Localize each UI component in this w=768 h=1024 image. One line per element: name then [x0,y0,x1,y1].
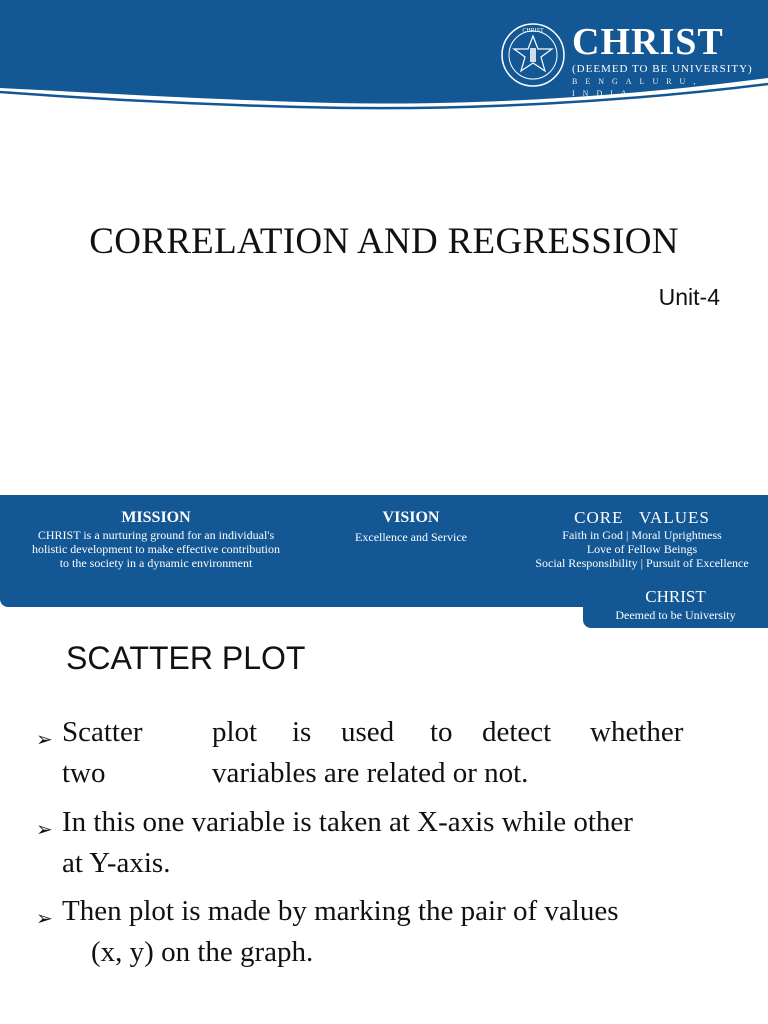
mission-block [18,508,294,570]
university-subtitle: Deemed to be University [615,608,736,622]
core-values-line: Love of Fellow Beings [586,542,698,556]
brand-subtitle: (DEEMED TO BE UNIVERSITY) [572,63,753,75]
core-values-block [520,508,764,570]
mission-line: to the society in a dynamic environment [59,556,253,570]
core-values-line: Social Responsibility | Pursuit of Excellence [535,556,749,570]
brand-name: CHRIST [572,21,724,63]
mission-heading: MISSION [121,509,191,526]
arrow-bullet-icon: ➢ [36,819,53,841]
core-values-heading: CORE VALUES [574,508,710,527]
slide-subtitle: Unit-4 [658,284,720,310]
vision-text: Excellence and Service [355,530,467,544]
university-seal-icon [500,22,566,88]
core-values-line: Faith in God | Moral Uprightness [562,528,722,542]
svg-text:CHRIST: CHRIST [522,28,544,34]
slide-title: CORRELATION AND REGRESSION [89,221,679,262]
section-title: SCATTER PLOT [66,640,306,676]
arrow-bullet-icon: ➢ [36,908,53,930]
vision-block [330,508,492,544]
christ-logo [500,21,760,98]
brand-city: BENGALURU, INDIA [572,77,704,98]
vision-heading: VISION [382,509,440,526]
university-name: CHRIST [645,587,706,606]
university-block [583,587,768,623]
arrow-bullet-icon: ➢ [36,729,53,751]
mission-line: CHRIST is a nurturing ground for an individual's [37,528,275,542]
mission-line: holistic development to make effective contribution [31,542,281,556]
slide-header [0,0,768,130]
